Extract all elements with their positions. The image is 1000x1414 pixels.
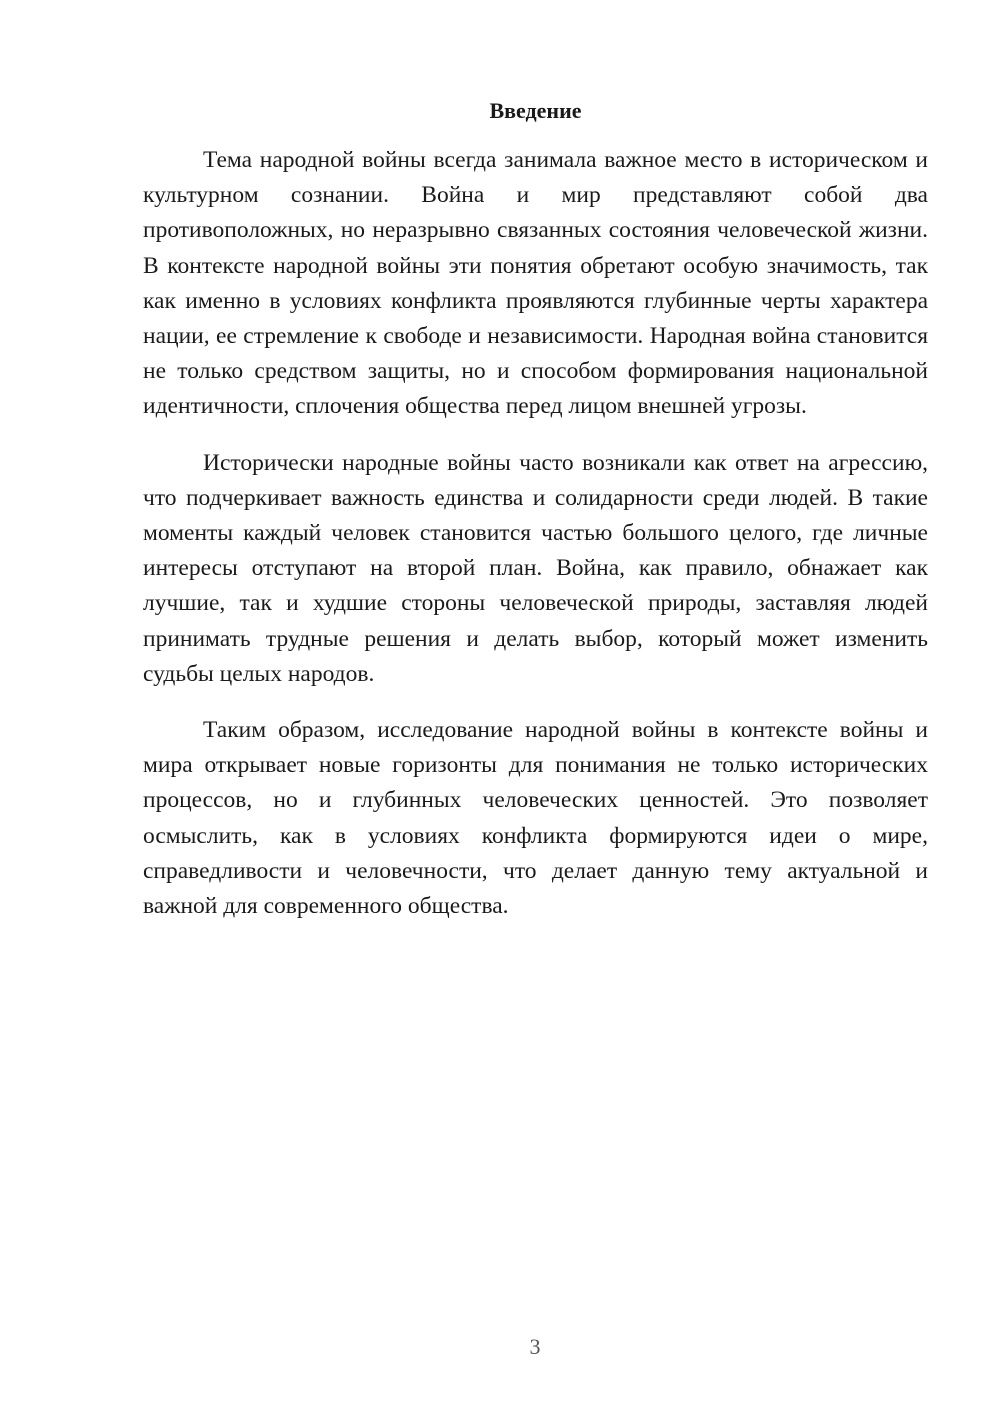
section-heading: Введение [489,98,582,123]
body-text [143,143,928,945]
paragraph-1: Тема народной войны всегда занимала важное место в историческом и культурном сознании. Война и мир представляют собой два противоположных, но неразрывно связанных состояния человеческой жизни. В контексте народной войны эти понятия обретают особую значимость, так как именно в условиях конфликта проявляются глубинные черты характера нации, ее стремление к свободе и независимости. Народная война становится не только средством защиты, но и способом формирования национальной идентичности, сплочения общества перед лицом внешней угрозы. [143,147,928,420]
page-number: 3 [529,1334,541,1359]
paragraph-2: Исторически народные войны часто возникали как ответ на агрессию, что подчеркивает важность единства и солидарности среди людей. В такие моменты каждый человек становится частью большого целого, где личные интересы отступают на второй план. Война, как правило, обнажает как лучшие, так и худшие стороны человеческой природы, заставляя людей принимать трудные решения и делать выбор, который может изменить судьбы целых народов. [143,449,928,687]
paragraph-3: Таким образом, исследование народной войны в контексте войны и мира открывает новые горизонты для понимания не только исторических процессов, но и глубинных человеческих ценностей. Это позволяет осмыслить, как в условиях конфликта формируются идеи о мире, справедливости и человечности, что делает данную тему актуальной и важной для современного общества. [143,717,928,920]
